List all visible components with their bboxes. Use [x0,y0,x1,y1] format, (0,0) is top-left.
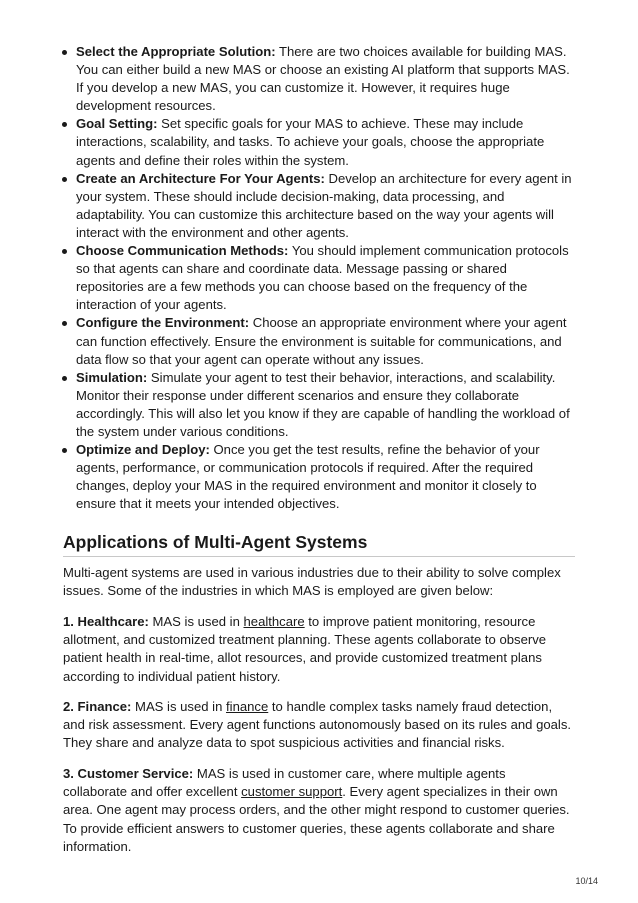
list-item: Goal Setting: Set specific goals for your MAS to achieve. These may include interactions, scalability, and tasks. To achieve your goals, choose the appropriate agents and define their roles within the system. [76,115,576,169]
customer-support-link[interactable]: customer support [241,784,343,800]
list-item: Simulation: Simulate your agent to test their behavior, interactions, and scalability. Monitor their response under different scenarios and ensure they collaborate accordingly. This will also let you know if they are capable of handling the workload of the system under various conditions. [76,369,576,441]
bullet-icon [62,50,67,55]
page-number: 10/14 [575,876,598,886]
bullet-icon [62,321,67,326]
bullet-icon [62,376,67,381]
heading-divider [63,556,575,557]
healthcare-link[interactable]: healthcare [243,614,305,629]
list-item: Configure the Environment: Choose an appropriate environment where your agent can function effectively. Ensure the environment is suitable for communications, and data flow so that your agent can operate without any issues. [76,314,576,368]
healthcare-paragraph: 1. Healthcare: MAS is used in healthcare to improve patient monitoring, resource allotment, and customized treatment planning. These agents collaborate to observe patient health in real-time, allot resources, and provide customized treatment plans according to individual patient history. [63,614,547,684]
bullet-icon [62,448,67,453]
list-item: Optimize and Deploy: Once you get the test results, refine the behavior of your agents, performance, or communication protocols if required. After the required changes, deploy your MAS in the required environment and monitor it closely to ensure that it meets your intended objectives. [76,441,576,513]
customer-service-paragraph: 3. Customer Service: MAS is used in customer care, where multiple agents collaborate and offer excellent customer support. Every agent specializes in their own area. One agent may process orders, and the other might respond to customer queries. To provide efficient answers to customer queries, these agents collaborate and share information. [63,766,570,854]
list-item: Choose Communication Methods: You should implement communication protocols so that agents can share and coordinate data. Message passing or shared repositories are a few methods you can choose based on the frequency of the interaction of your agents. [76,242,576,314]
intro-paragraph: Multi-agent systems are used in various industries due to their ability to solve complex issues. Some of the industries in which MAS is employed are given below: [63,565,561,599]
bullet-icon [62,122,67,127]
list-item: Create an Architecture For Your Agents: Develop an architecture for every agent in your system. These should include decision-making, data processing, and adaptability. You can customize this architecture based on the way your agents will interact with the environment and other agents. [76,170,576,242]
list-item: Select the Appropriate Solution: There are two choices available for building MAS. You can either build a new MAS or choose an existing AI platform that supports MAS. If you develop a new MAS, you can customize it. However, it requires huge development resources. [76,43,576,115]
steps-list [76,43,576,513]
bullet-icon [62,177,67,182]
bullet-icon [62,249,67,254]
section-heading: Applications of Multi-Agent Systems [63,532,368,552]
finance-link[interactable]: finance [226,699,269,714]
finance-paragraph: 2. Finance: MAS is used in finance to handle complex tasks namely fraud detection, and risk assessment. Every agent functions autonomously based on its rules and goals. They share and analyze data to spot suspicious activities and financial risks. [63,699,572,751]
